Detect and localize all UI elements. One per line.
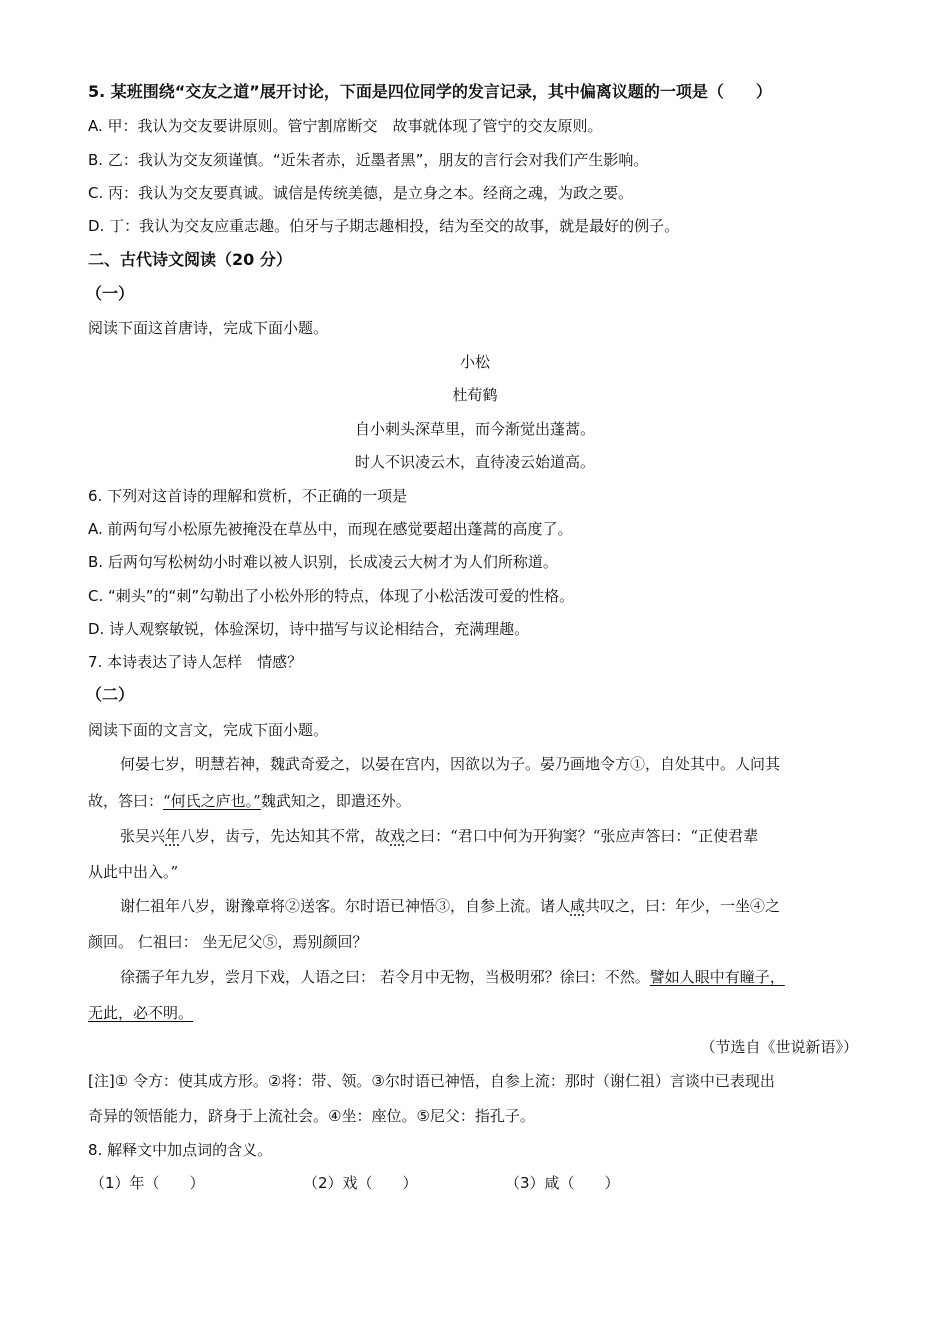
q8-item-1: （1）年（ ） (90, 1174, 205, 1192)
dotted-word-xi: 戏 (390, 827, 406, 845)
q5-stem: 5. 某班围绕“交友之道”展开讨论，下面是四位同学的发言记录，其中偏离议题的一项是（ ） (88, 82, 772, 101)
poem-title: 小松 (459, 353, 490, 371)
passage-p4-text-a: 徐孺子年九岁，尝月下戏，人语之曰： 若令月中无物，当极明邪？徐曰：不然。 (120, 968, 650, 986)
dotted-word-nian: 年 (165, 827, 181, 845)
passage-p4-line1 (120, 967, 785, 987)
section2-title: 二、古代诗文阅读（20 分） (88, 250, 292, 269)
part2-intro: 阅读下面的文言文，完成下面小题。 (88, 721, 329, 739)
q5-option-a: A. 甲：我认为交友要讲原则。管宁割席断交 故事就体现了管宁的交友原则。 (88, 117, 603, 135)
passage-p4-line2 (88, 1003, 193, 1023)
q6-option-a: A. 前两句写小松原先被掩没在草丛中，而现在感觉要超出蓬蒿的高度了。 (88, 520, 573, 538)
q6-option-c: C. “刺头”的“刺”勾勒出了小松外形的特点，体现了小松活泼可爱的性格。 (88, 587, 575, 605)
underlined-sentence-2b: 无此，必不明。 (88, 1004, 194, 1022)
underlined-sentence-1: “何氏之庐也。” (163, 792, 261, 810)
passage-p2-text-a: 张吴兴 (120, 827, 166, 845)
dotted-word-xian: 咸 (570, 897, 586, 915)
poem-author: 杜荀鹤 (452, 386, 498, 404)
q7-stem: 7. 本诗表达了诗人怎样 情感？ (88, 653, 303, 671)
q6-stem: 6. 下列对这首诗的理解和赏析，不正确的一项是 (88, 487, 408, 505)
notes-line2: 奇异的领悟能力，跻身于上流社会。④坐：座位。⑤尼父：指孔子。 (88, 1107, 535, 1125)
passage-source: （节选自《世说新语》） (700, 1038, 858, 1056)
q8-item-3: （3）咸（ ） (505, 1174, 620, 1192)
passage-p3-text-a: 谢仁祖年八岁，谢豫章将②送客。尔时语已神悟③，自参上流。诸人 (120, 897, 571, 915)
part1-intro: 阅读下面这首唐诗，完成下面小题。 (88, 319, 329, 337)
q8-stem: 8. 解释文中加点词的含义。 (88, 1141, 273, 1159)
part1-label: （一） (86, 284, 135, 303)
q6-option-d: D. 诗人观察敏锐，体验深切，诗中描写与议论相结合，充满理趣。 (88, 620, 530, 638)
poem-line-1: 自小刺头深草里，而今渐觉出蓬蒿。 (354, 420, 595, 438)
q5-option-c: C. 丙：我认为交友要真诚。诚信是传统美德，是立身之本。经商之魂，为政之要。 (88, 184, 634, 202)
passage-p1-line1: 何晏七岁，明慧若神，魏武奇爱之，以晏在宫内，因欲以为子。晏乃画地令方①，自处其中。人问其 (120, 755, 781, 773)
passage-p3-line2: 颜回。 仁祖曰： 坐无尼父⑤，焉别颜回？ (88, 933, 368, 951)
passage-p2-line1 (120, 826, 758, 846)
q5-option-b: B. 乙：我认为交友须谨慎。“近朱者赤，近墨者黑”，朋友的言行会对我们产生影响。 (88, 151, 649, 169)
passage-p3-line1 (120, 896, 780, 916)
part2-label: （二） (86, 685, 135, 704)
passage-p1-line2 (88, 791, 411, 811)
passage-p2-line2: 从此中出入。” (88, 863, 179, 881)
passage-p1-line2-a: 故，答曰： (88, 792, 164, 810)
q6-option-b: B. 后两句写松树幼小时难以被人识别，长成凌云大树才为人们所称道。 (88, 553, 558, 571)
notes-line1: [注]① 令方：使其成方形。②将：带、领。③尔时语已神悟，自参上流：那时（谢仁祖）言谈中已表现出 (88, 1072, 775, 1090)
q5-option-d: D. 丁：我认为交友应重志趣。伯牙与子期志趣相投，结为至交的故事，就是最好的例子。 (88, 217, 680, 235)
passage-p1-line2-b: 魏武知之，即遣还外。 (260, 792, 411, 810)
passage-p2-text-c: 之曰：“君口中何为开狗窦？“张应声答曰：“正使君辈 (405, 827, 759, 845)
passage-p3-text-b: 共叹之，曰：年少，一坐④之 (585, 897, 781, 915)
passage-p2-text-b: 八岁，齿亏，先达知其不常，故 (180, 827, 391, 845)
poem-line-2: 时人不识凌云木，直待凌云始道高。 (354, 453, 595, 471)
q8-item-2: （2）戏（ ） (303, 1174, 418, 1192)
underlined-sentence-2a: 譬如人眼中有瞳子， (649, 968, 785, 986)
